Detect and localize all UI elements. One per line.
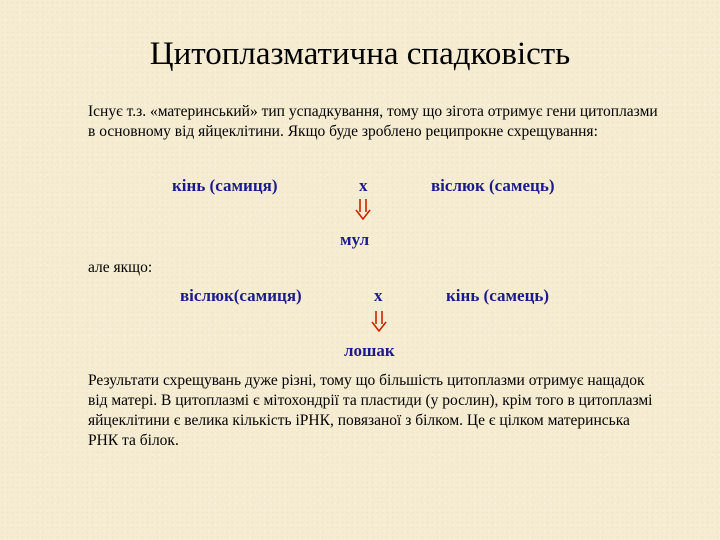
cross1-female: кінь (самиця) bbox=[172, 176, 278, 195]
cross2-symbol: х bbox=[374, 286, 383, 305]
cross2-female: віслюк(самиця) bbox=[180, 286, 302, 305]
cross1-male: віслюк (самець) bbox=[431, 176, 555, 195]
cross2-offspring: лошак bbox=[344, 341, 395, 360]
cross1-offspring: мул bbox=[340, 230, 370, 249]
page-title: Цитоплазматична спадковість bbox=[149, 36, 571, 72]
double-down-arrow-icon bbox=[370, 310, 388, 332]
cross2-male: кінь (самець) bbox=[446, 286, 550, 305]
intro-paragraph: Існує т.з. «материнський» тип успадкування, тому що зігота отримує гени цитоплазми в основному від яйцеклітини. Якщо буде зроблено реципрокне схрещування: bbox=[88, 103, 658, 140]
transition-text: але якщо: bbox=[88, 259, 153, 276]
double-down-arrow-icon bbox=[354, 198, 372, 220]
cross1-symbol: х bbox=[359, 176, 368, 195]
conclusion-paragraph: Результати схрещувань дуже різні, тому що більшість цитоплазми отримує нащадок від матері. В цитоплазмі є мітохондрії та пластиди (у рослин), крім того в цитоплазмі яйцеклітини є велика кількість іРНК, повязаної з білком. Це є цілком материнська РНК та білок. bbox=[88, 372, 653, 449]
